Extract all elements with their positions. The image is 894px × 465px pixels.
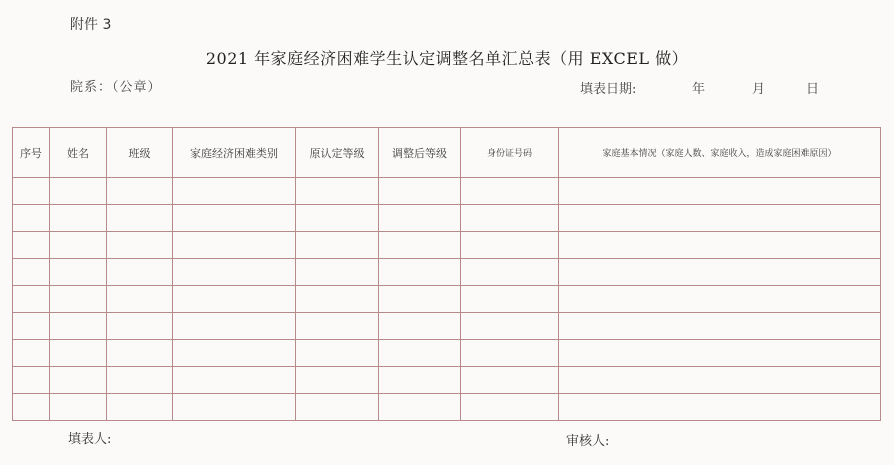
table-cell[interactable] bbox=[559, 313, 881, 340]
table-cell[interactable] bbox=[173, 367, 296, 394]
table-cell[interactable] bbox=[379, 178, 461, 205]
table-cell[interactable] bbox=[107, 259, 173, 286]
table-cell[interactable] bbox=[173, 259, 296, 286]
table-cell[interactable] bbox=[379, 394, 461, 421]
table-cell[interactable] bbox=[379, 259, 461, 286]
page-title: 2021 年家庭经济困难学生认定调整名单汇总表（用 EXCEL 做） bbox=[205, 49, 689, 68]
table-cell[interactable] bbox=[107, 286, 173, 313]
table-cell[interactable] bbox=[296, 340, 379, 367]
table-cell[interactable] bbox=[461, 205, 559, 232]
table-cell[interactable] bbox=[296, 286, 379, 313]
table-cell[interactable] bbox=[296, 367, 379, 394]
header-cell-id-number: 身份证号码 bbox=[461, 128, 559, 178]
table-cell[interactable] bbox=[173, 340, 296, 367]
table-cell[interactable] bbox=[461, 232, 559, 259]
table-cell[interactable] bbox=[379, 286, 461, 313]
table-cell[interactable] bbox=[50, 259, 107, 286]
table-cell[interactable] bbox=[50, 367, 107, 394]
header-cell-class: 班级 bbox=[107, 128, 173, 178]
table-row bbox=[13, 286, 881, 313]
table-cell[interactable] bbox=[50, 205, 107, 232]
table-cell[interactable] bbox=[296, 259, 379, 286]
table-cell[interactable] bbox=[107, 340, 173, 367]
header-cell-family-situation: 家庭基本情况（家庭人数、家庭收入，造成家庭困难原因） bbox=[559, 128, 881, 178]
table-cell[interactable] bbox=[107, 178, 173, 205]
filler-label: 填表人: bbox=[68, 432, 112, 447]
table-cell[interactable] bbox=[379, 205, 461, 232]
table-cell[interactable] bbox=[173, 286, 296, 313]
table-cell[interactable] bbox=[379, 340, 461, 367]
table-cell[interactable] bbox=[107, 313, 173, 340]
table-cell[interactable] bbox=[107, 205, 173, 232]
table-row bbox=[13, 259, 881, 286]
table-header-row bbox=[13, 128, 881, 178]
table-cell[interactable] bbox=[296, 232, 379, 259]
header-cell-adjusted-level: 调整后等级 bbox=[379, 128, 461, 178]
table-cell[interactable] bbox=[13, 205, 50, 232]
table-cell[interactable] bbox=[379, 313, 461, 340]
table-cell[interactable] bbox=[559, 205, 881, 232]
table-cell[interactable] bbox=[559, 286, 881, 313]
table-cell[interactable] bbox=[559, 232, 881, 259]
summary-table bbox=[12, 127, 881, 421]
table-row bbox=[13, 232, 881, 259]
table-cell[interactable] bbox=[559, 259, 881, 286]
table-cell[interactable] bbox=[559, 178, 881, 205]
table-cell[interactable] bbox=[461, 367, 559, 394]
table-cell[interactable] bbox=[461, 259, 559, 286]
reviewer-label: 审核人: bbox=[566, 434, 610, 449]
table-cell[interactable] bbox=[13, 394, 50, 421]
table-cell[interactable] bbox=[173, 205, 296, 232]
header-cell-original-level: 原认定等级 bbox=[296, 128, 379, 178]
table-cell[interactable] bbox=[461, 313, 559, 340]
table-row bbox=[13, 313, 881, 340]
table-row bbox=[13, 340, 881, 367]
table-cell[interactable] bbox=[13, 259, 50, 286]
table-cell[interactable] bbox=[559, 394, 881, 421]
table-cell[interactable] bbox=[461, 394, 559, 421]
table-cell[interactable] bbox=[173, 313, 296, 340]
header-cell-difficulty-category: 家庭经济困难类别 bbox=[173, 128, 296, 178]
table-row bbox=[13, 178, 881, 205]
table-cell[interactable] bbox=[461, 340, 559, 367]
table-cell[interactable] bbox=[107, 394, 173, 421]
fill-date-month: 月 bbox=[752, 82, 766, 97]
table-cell[interactable] bbox=[13, 232, 50, 259]
table-cell[interactable] bbox=[13, 286, 50, 313]
table-cell[interactable] bbox=[13, 178, 50, 205]
fill-date-day: 日 bbox=[806, 82, 820, 97]
table-cell[interactable] bbox=[173, 394, 296, 421]
table-cell[interactable] bbox=[559, 340, 881, 367]
header-cell-name: 姓名 bbox=[50, 128, 107, 178]
attachment-label: 附件 3 bbox=[70, 17, 112, 33]
table-row bbox=[13, 394, 881, 421]
department-seal-label: 院系：（公章） bbox=[70, 80, 162, 95]
table-cell[interactable] bbox=[296, 394, 379, 421]
table-cell[interactable] bbox=[107, 232, 173, 259]
table-cell[interactable] bbox=[559, 367, 881, 394]
table-cell[interactable] bbox=[461, 178, 559, 205]
table-cell[interactable] bbox=[13, 313, 50, 340]
table-cell[interactable] bbox=[50, 340, 107, 367]
table-cell[interactable] bbox=[50, 232, 107, 259]
header-cell-seq: 序号 bbox=[13, 128, 50, 178]
table-cell[interactable] bbox=[50, 313, 107, 340]
summary-table-container bbox=[12, 127, 880, 417]
table-cell[interactable] bbox=[379, 232, 461, 259]
table-cell[interactable] bbox=[296, 178, 379, 205]
table-cell[interactable] bbox=[296, 313, 379, 340]
table-cell[interactable] bbox=[173, 178, 296, 205]
table-cell[interactable] bbox=[379, 367, 461, 394]
table-cell[interactable] bbox=[13, 340, 50, 367]
table-cell[interactable] bbox=[107, 367, 173, 394]
table-row bbox=[13, 367, 881, 394]
table-row bbox=[13, 205, 881, 232]
table-cell[interactable] bbox=[50, 286, 107, 313]
table-cell[interactable] bbox=[461, 286, 559, 313]
table-cell[interactable] bbox=[173, 232, 296, 259]
fill-date-year: 年 bbox=[692, 82, 706, 97]
table-cell[interactable] bbox=[50, 178, 107, 205]
fill-date-label: 填表日期: bbox=[580, 82, 637, 97]
table-cell[interactable] bbox=[296, 205, 379, 232]
table-cell[interactable] bbox=[50, 394, 107, 421]
table-cell[interactable] bbox=[13, 367, 50, 394]
table-body bbox=[13, 178, 881, 421]
